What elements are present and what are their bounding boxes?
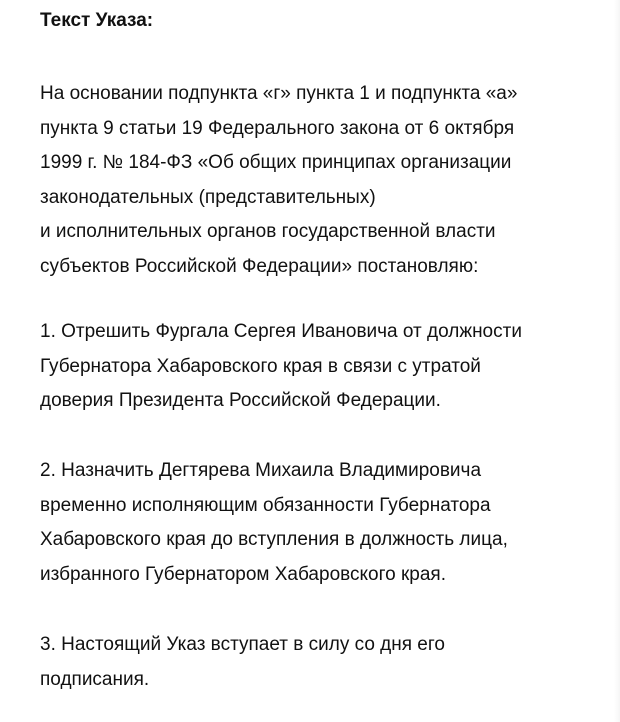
- text-line: 1. Отрешить Фургала Сергея Ивановича от должности: [40, 321, 522, 342]
- text-line: доверия Президента Российской Федерации.: [40, 390, 441, 411]
- text-line: временно исполняющим обязанности Губернатора: [40, 494, 491, 516]
- text-line: 3. Настоящий Указ вступает в силу со дня его: [40, 634, 445, 655]
- text-line: Губернатора Хабаровского края в связи с утратой: [40, 355, 481, 377]
- paragraph-item-3: [40, 628, 445, 697]
- paragraph-item-1: [40, 315, 522, 419]
- text-line: законодательных (представительных): [40, 186, 376, 208]
- text-line: Хабаровского края до вступления в должность лица,: [40, 529, 508, 550]
- text-line: и исполнительных органов государственной власти: [40, 221, 496, 242]
- text-line: подписания.: [40, 668, 150, 690]
- text-line: 2. Назначить Дегтярева Михаила Владимировича: [40, 460, 482, 481]
- text-line: пункта 9 статьи 19 Федерального закона от 6 октября: [40, 117, 515, 139]
- text-line: субъектов Российской Федерации» постановляю:: [40, 255, 479, 277]
- text-line: избранного Губернатором Хабаровского края.: [40, 563, 446, 585]
- text-line: 1999 г. № 184-ФЗ «Об общих принципах организации: [40, 152, 512, 173]
- text-line: На основании подпункта «г» пункта 1 и подпункта «а»: [40, 83, 518, 104]
- paragraph-preamble: [40, 77, 517, 284]
- page-edge-shadow: [614, 0, 620, 722]
- paragraph-item-2: [40, 454, 508, 592]
- document-title: Текст Указа:: [40, 10, 154, 31]
